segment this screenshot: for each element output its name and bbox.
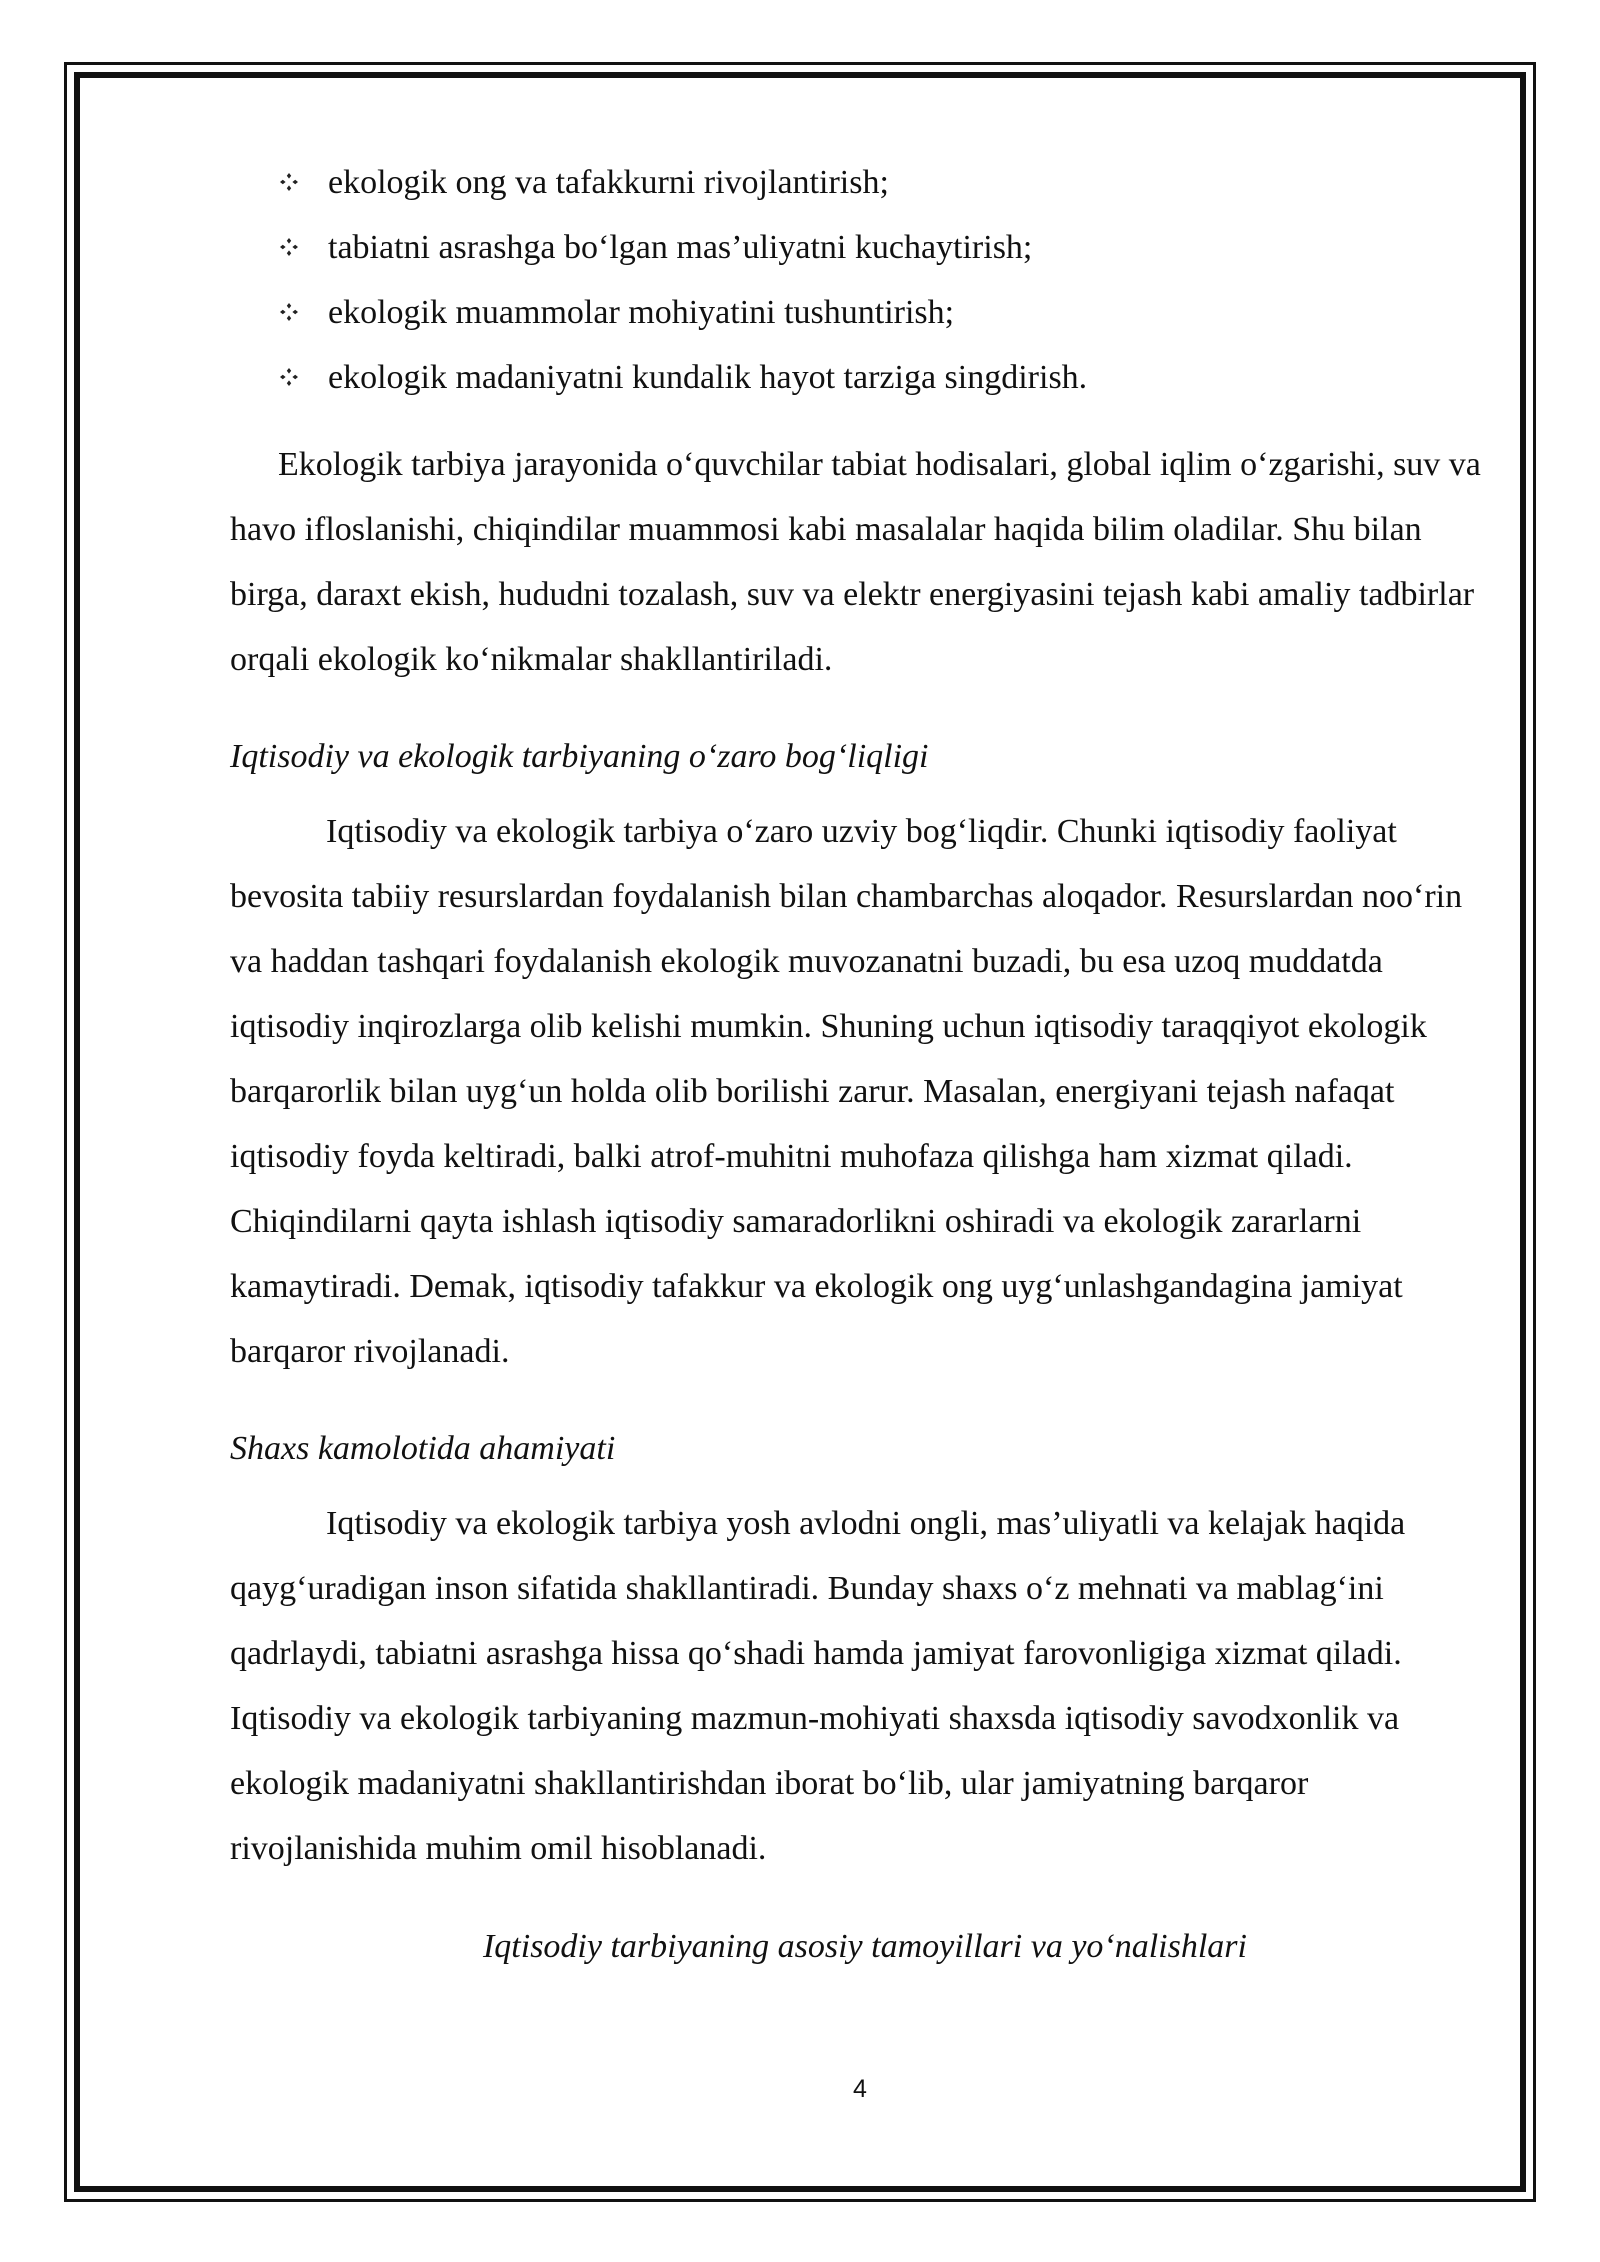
four-diamond-bullet-icon <box>280 238 298 256</box>
list-item <box>230 345 1500 410</box>
section-heading-principles: Iqtisodiy tarbiyaning asosiy tamoyillari va yo‘nalishlari <box>482 1928 1247 1965</box>
paragraph-interrelation: Iqtisodiy va ekologik tarbiya o‘zaro uzviy bog‘liqdir. Chunki iqtisodiy faoliyat bevosita tabiiy resurslardan foydalanish bilan chambarchas aloqador. Resurslardan noo‘rin va haddan tashqari foydalanish ekologik muvozanatni buzadi, bu esa uzoq muddatda iqtisodiy inqirozlarga olib kelishi mumkin. Shuning uchun iqtisodiy taraqqiyot ekologik barqarorlik bilan uyg‘un holda olib borilishi zarur. Masalan, energiyani tejash nafaqat iqtisodiy foyda keltiradi, balki atrof-muhitni muhofaza qilishga ham xizmat qiladi. Chiqindilarni qayta ishlash iqtisodiy samaradorlikni oshiradi va ekologik zararlarni kamaytiradi. Demak, iqtisodiy tafakkur va ekologik ong uyg‘unlashgandagina jamiyat barqaror rivojlanadi. <box>230 813 1463 1370</box>
paragraph-personal-development: Iqtisodiy va ekologik tarbiya yosh avlodni ongli, mas’uliyatli va kelajak haqida qayg‘uradigan inson sifatida shakllantiradi. Bunday shaxs o‘z mehnati va mablag‘ini qadrlaydi, tabiatni asrashga hissa qo‘shadi hamda jamiyat farovonligiga xizmat qiladi. Iqtisodiy va ekologik tarbiyaning mazmun-mohiyati shaxsda iqtisodiy savodxonlik va ekologik madaniyatni shakllantirishdan iborat bo‘lib, ular jamiyatning barqaror rivojlanishida muhim omil hisoblanadi. <box>230 1505 1406 1867</box>
four-diamond-bullet-icon <box>280 303 298 321</box>
list-item <box>230 280 1500 345</box>
four-diamond-bullet-icon <box>280 173 298 191</box>
list-item-text: ekologik muammolar mohiyatini tushuntirish; <box>328 294 955 331</box>
page-number: 4 <box>853 2075 867 2103</box>
list-item-text: ekologik madaniyatni kundalik hayot tarziga singdirish. <box>328 359 1088 396</box>
list-item-text: ekologik ong va tafakkurni rivojlantirish; <box>328 164 889 201</box>
section-heading-interrelation: Iqtisodiy va ekologik tarbiyaning o‘zaro bog‘liqligi <box>230 738 929 775</box>
bullet-list <box>230 150 1500 410</box>
list-item-text: tabiatni asrashga bo‘lgan mas’uliyatni kuchaytirish; <box>328 229 1033 266</box>
section-heading-personal-development: Shaxs kamolotida ahamiyati <box>230 1430 616 1467</box>
list-item <box>230 150 1500 215</box>
four-diamond-bullet-icon <box>280 368 298 386</box>
paragraph-ecological-education: Ekologik tarbiya jarayonida o‘quvchilar tabiat hodisalari, global iqlim o‘zgarishi, suv va havo ifloslanishi, chiqindilar muammosi kabi masalalar haqida bilim oladilar. Shu bilan birga, daraxt ekish, hududni tozalash, suv va elektr energiyasini tejash kabi amaliy tadbirlar orqali ekologik ko‘nikmalar shakllantiriladi. <box>230 446 1481 678</box>
list-item <box>230 215 1500 280</box>
page-content <box>230 150 1500 1979</box>
